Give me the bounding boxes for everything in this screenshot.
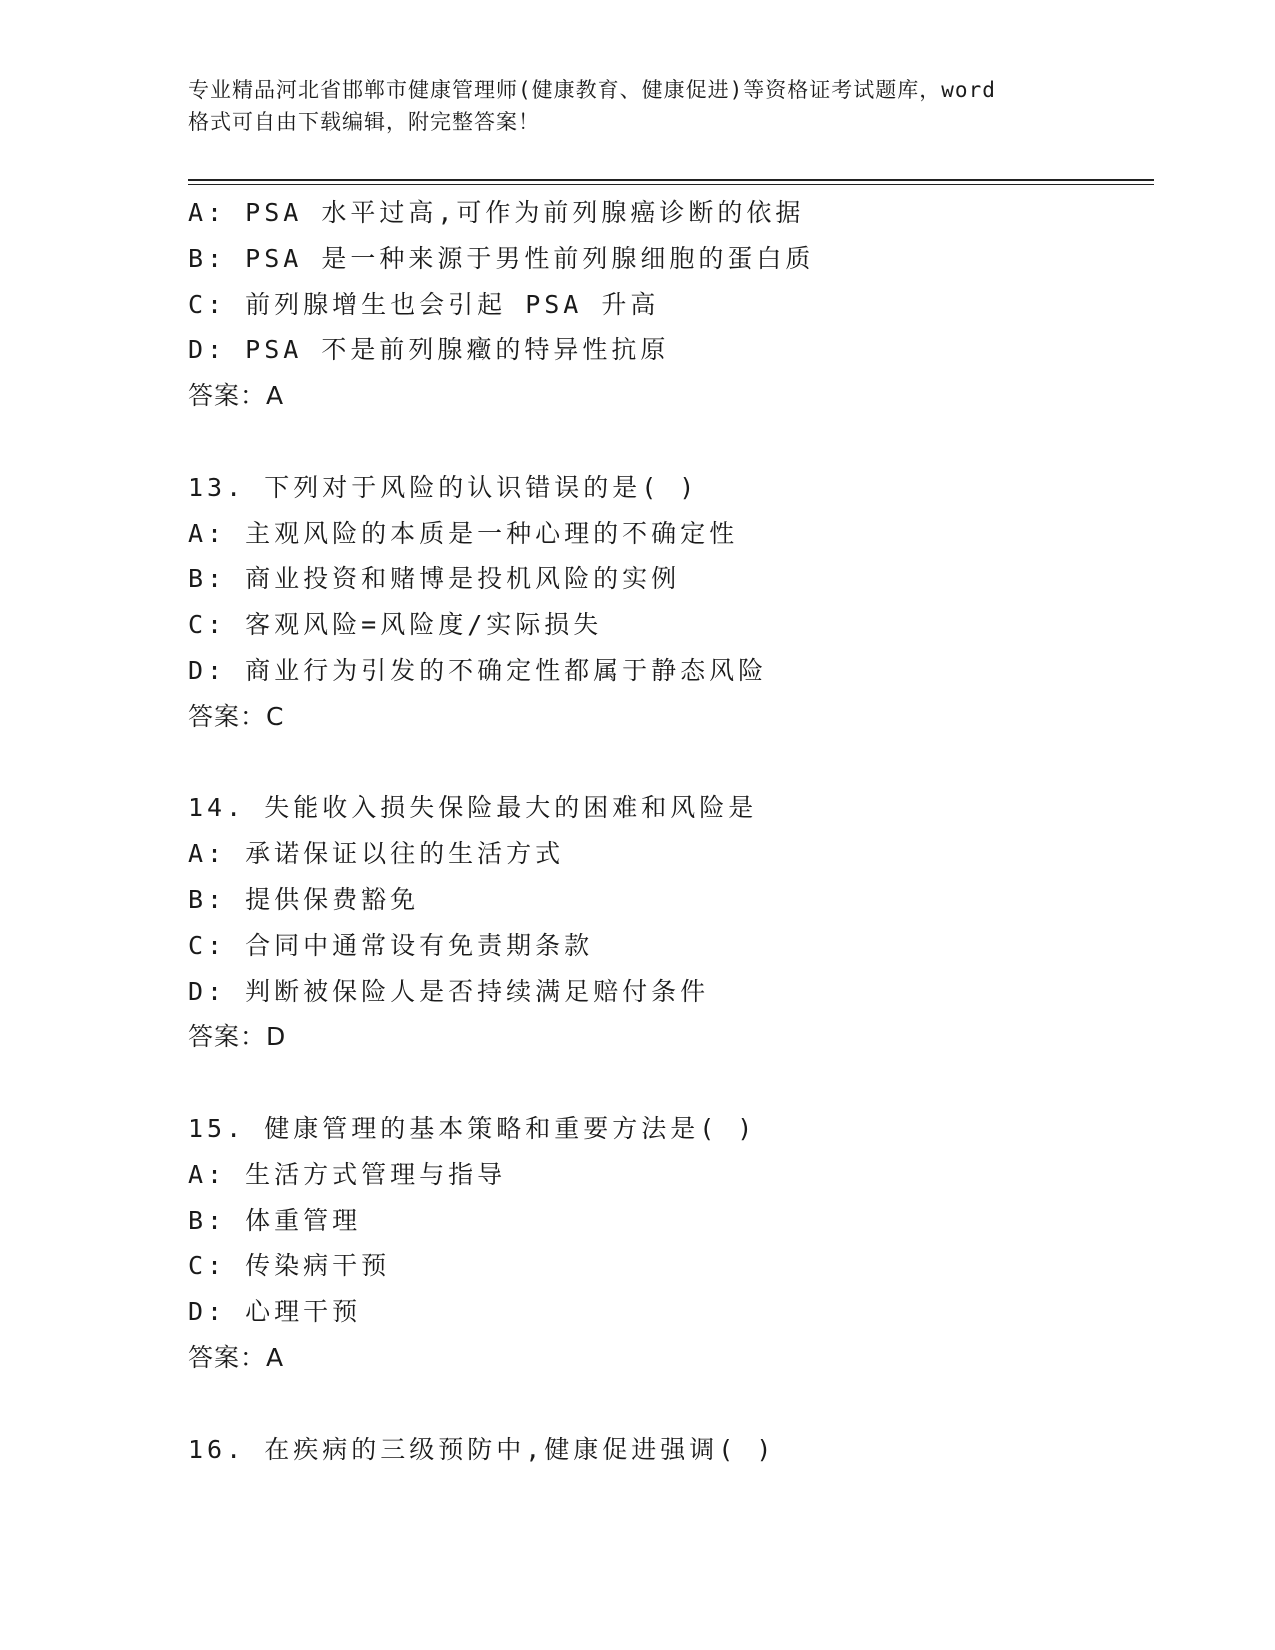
question-block-15 — [188, 1106, 1168, 1381]
header-line-2: 格式可自由下载编辑，附完整答案！ — [188, 110, 540, 134]
option-b: B: 提供保费豁免 — [188, 884, 420, 914]
question-stem: 16. 在疾病的三级预防中,健康促进强调( ) — [188, 1434, 776, 1464]
option-d: D: PSA 不是前列腺癥的特异性抗原 — [188, 335, 670, 365]
option-c: C: 合同中通常设有免责期条款 — [188, 930, 594, 960]
option-a: A: 生活方式管理与指导 — [188, 1159, 507, 1189]
answer-line: 答案：C — [188, 701, 285, 731]
spacer — [188, 1381, 1168, 1427]
question-block-14 — [188, 785, 1168, 1060]
option-a: A: 主观风险的本质是一种心理的不确定性 — [188, 518, 739, 548]
option-c: C: 客观风险=风险度/实际损失 — [188, 610, 603, 640]
spacer — [188, 1060, 1168, 1106]
option-b: B: 体重管理 — [188, 1205, 362, 1235]
question-block-13 — [188, 465, 1168, 740]
option-a: A: 承诺保证以往的生活方式 — [188, 839, 565, 869]
option-d: D: 心理干预 — [188, 1297, 362, 1327]
question-stem: 13. 下列对于风险的认识错误的是( ) — [188, 472, 699, 502]
option-a: A: PSA 水平过高,可作为前列腺癌诊断的依据 — [188, 198, 805, 227]
answer-line: 答案：A — [188, 381, 285, 411]
spacer — [188, 419, 1168, 465]
spacer — [188, 740, 1168, 786]
question-stem: 15. 健康管理的基本策略和重要方法是( ) — [188, 1113, 757, 1143]
option-b: B: 商业投资和赌博是投机风险的实例 — [188, 564, 681, 594]
header-line-1: 专业精品河北省邯郸市健康管理师(健康教育、健康促进)等资格证考试题库，word — [188, 78, 996, 102]
option-b: B: PSA 是一种来源于男性前列腺细胞的蛋白质 — [188, 243, 815, 273]
question-list — [188, 190, 1168, 1472]
header-rule-thin — [188, 184, 1154, 185]
answer-line: 答案：D — [188, 1022, 287, 1052]
question-block-16 — [188, 1427, 1168, 1473]
header-rule-thick — [188, 179, 1154, 181]
option-d: D: 商业行为引发的不确定性都属于静态风险 — [188, 655, 768, 685]
document-header — [188, 74, 1088, 138]
option-c: C: 传染病干预 — [188, 1251, 391, 1281]
question-stem: 14. 失能收入损失保险最大的困难和风险是 — [188, 793, 758, 823]
option-d: D: 判断被保险人是否持续满足赔付条件 — [188, 976, 710, 1006]
option-c: C: 前列腺增生也会引起 PSA 升高 — [188, 289, 660, 319]
question-block-12 — [188, 190, 1168, 419]
answer-line: 答案：A — [188, 1342, 285, 1372]
